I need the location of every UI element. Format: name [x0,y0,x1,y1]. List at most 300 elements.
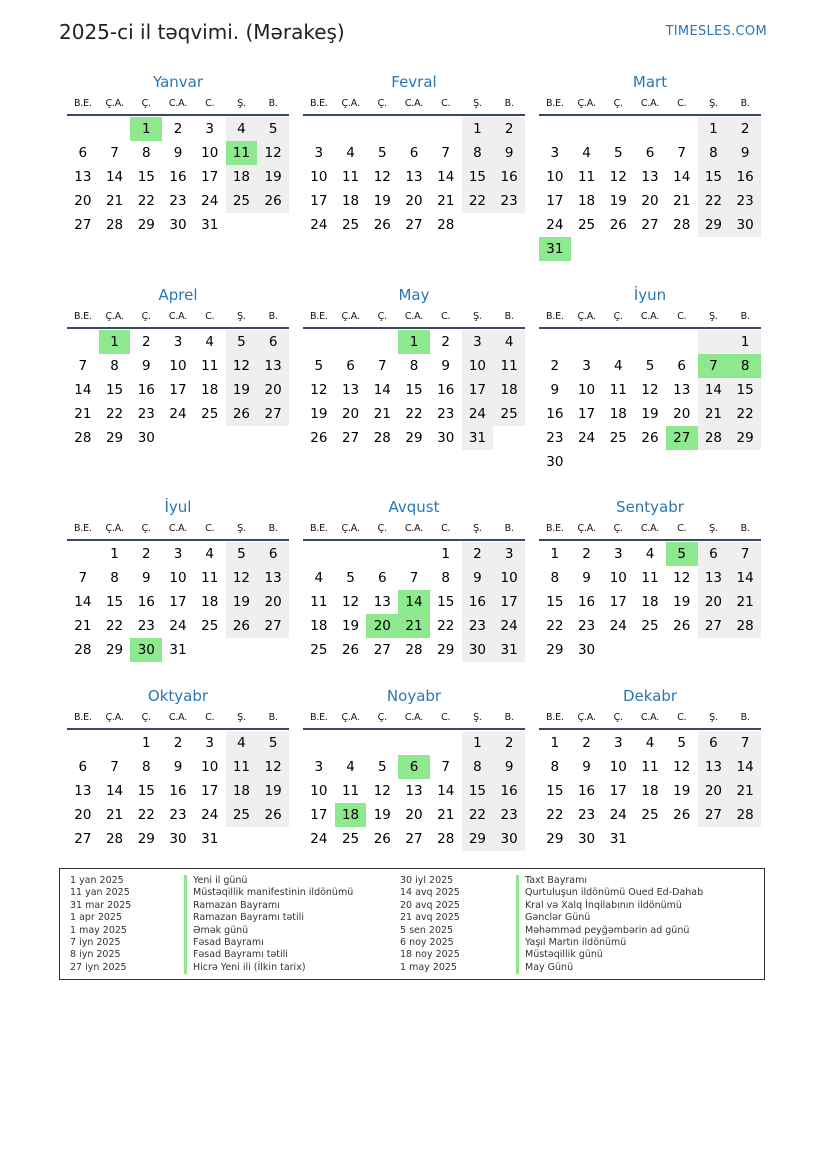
day-cell: 12 [341,594,360,610]
month-name: Sentyabr [616,498,684,516]
empty-cell [226,426,258,450]
weekday-label: B.E. [309,98,328,109]
day-cell: 16 [437,382,455,398]
legend-date: 1 yan 2025 [70,875,124,886]
month-3 [539,70,761,261]
empty-cell [666,638,698,662]
weekday-label: Ş. [709,712,718,723]
day-cell: 22 [137,193,155,209]
legend-holiday-name: Müstəqillik manifestinin ildönümü [184,887,353,899]
day-cell: 9 [550,382,560,398]
weekday-label: Ç. [613,712,623,723]
month-name: Mart [632,73,668,91]
weekday-label: Ç.A. [577,98,596,109]
day-cell: 21 [398,614,430,638]
weekday-label: Ç. [613,523,623,534]
legend-holiday-name: Məhəmməd peyğəmbərin ad günü [516,925,703,937]
empty-cell [602,330,634,354]
weekday-label: C. [205,311,215,322]
empty-cell [729,638,761,662]
empty-cell [335,731,367,755]
weekday-label: B.E. [545,712,564,723]
day-cell: 16 [493,165,525,189]
day-cell: 17 [310,193,328,209]
legend-date: 18 noy 2025 [400,949,460,961]
day-cell: 22 [105,618,124,634]
weekday-label: B. [268,523,278,534]
empty-cell [539,117,571,141]
day-cell: 19 [609,193,627,209]
day-cell: 25 [577,217,596,233]
day-cell: 12 [641,382,659,398]
legend-dates-left [70,875,131,974]
empty-cell [257,638,289,662]
day-cell: 14 [729,566,761,590]
day-cell: 29 [405,430,423,446]
day-cell: 30 [577,831,596,847]
weekday-label: B. [268,98,278,109]
day-cell: 7 [377,358,387,374]
day-cell: 9 [173,145,183,161]
month-6 [539,283,761,474]
month-name: Oktyabr [147,687,209,705]
month-1 [67,70,289,237]
day-cell: 29 [546,642,564,658]
day-cell: 24 [546,217,564,233]
weekday-label: B. [268,712,278,723]
empty-cell [666,450,698,474]
day-cell: 13 [74,783,92,799]
day-cell: 13 [698,755,730,779]
weekday-header [67,519,289,541]
day-cell: 28 [437,831,455,847]
day-cell: 20 [74,807,92,823]
day-cell: 14 [437,783,455,799]
day-cell: 6 [409,145,419,161]
day-cell: 19 [641,406,659,422]
day-cell: 11 [641,570,659,586]
day-cell: 6 [398,755,430,779]
day-cell: 18 [335,803,367,827]
empty-cell [571,450,603,474]
day-cell: 6 [698,542,730,566]
day-cell: 8 [110,570,119,586]
day-cell: 28 [405,642,423,658]
weekday-label: C. [205,523,215,534]
weekday-label: B. [740,311,750,322]
day-cell: 25 [493,402,525,426]
day-cell: 30 [437,430,455,446]
day-cell: 19 [257,165,289,189]
day-cell: 23 [169,807,187,823]
brand-link[interactable]: TIMESLES.COM [665,24,767,39]
empty-cell [493,213,525,237]
weekday-label: C. [441,98,451,109]
day-cell: 19 [257,779,289,803]
day-cell: 2 [173,735,183,751]
day-cell: 22 [437,618,455,634]
weekday-label: Ç. [141,311,151,322]
empty-cell [67,117,99,141]
weekday-label: B.E. [309,311,328,322]
day-cell: 3 [613,735,623,751]
empty-cell [398,117,430,141]
day-cell: 19 [373,807,391,823]
month-2 [303,70,525,237]
legend-date: 21 avq 2025 [400,912,460,924]
month-5 [303,283,525,450]
day-cell: 1 [141,735,151,751]
weekday-label: B.E. [309,712,328,723]
day-cell: 12 [673,570,691,586]
day-cell: 13 [373,594,391,610]
weekday-label: C.A. [404,523,424,534]
day-cell: 29 [105,430,124,446]
weekday-header [303,94,525,116]
day-cell: 15 [437,594,455,610]
day-cell: 22 [546,807,564,823]
day-cell: 15 [698,165,730,189]
day-cell: 13 [74,169,92,185]
weekday-label: C.A. [640,311,660,322]
day-cell: 10 [169,358,187,374]
day-cell: 11 [226,141,258,165]
day-cell: 2 [141,334,151,350]
day-cell: 8 [550,570,560,586]
day-cell: 8 [729,354,761,378]
weekday-label: C.A. [168,712,188,723]
weekday-label: C.A. [404,98,424,109]
day-cell: 9 [141,570,151,586]
weekday-label: Ş. [473,98,482,109]
day-cell: 24 [577,430,596,446]
legend-date: 31 mar 2025 [70,899,132,911]
legend-names-right [516,875,703,974]
weekday-label: Ç.A. [105,523,124,534]
day-cell: 12 [373,169,391,185]
weekday-label: Ç. [613,311,623,322]
day-cell: 26 [373,831,391,847]
day-cell: 15 [137,783,155,799]
empty-cell [257,213,289,237]
day-grid [303,731,525,851]
day-cell: 10 [577,382,596,398]
day-cell: 4 [613,358,623,374]
empty-cell [634,117,666,141]
day-cell: 16 [729,165,761,189]
day-cell: 23 [577,618,596,634]
day-cell: 10 [310,783,328,799]
day-cell: 6 [257,330,289,354]
day-cell: 21 [437,193,455,209]
day-cell: 1 [550,546,560,562]
day-cell: 4 [645,546,655,562]
weekday-header [539,519,761,541]
weekday-header [539,94,761,116]
day-cell: 10 [169,570,187,586]
weekday-header [303,708,525,730]
day-cell: 5 [645,358,655,374]
weekday-label: B. [504,311,514,322]
weekday-label: Ç. [141,98,151,109]
legend-date: 1 may 2025 [70,924,127,936]
weekday-header [67,708,289,730]
empty-cell [398,731,430,755]
day-cell: 15 [546,594,564,610]
day-cell: 1 [99,330,131,354]
legend-holiday-name: Yeni il günü [184,875,353,887]
day-cell: 5 [346,570,355,586]
day-cell: 18 [226,779,258,803]
legend-date: 27 iyn 2025 [70,961,127,973]
day-cell: 2 [462,542,494,566]
month-9 [539,495,761,662]
day-cell: 9 [173,759,183,775]
legend-holiday-name: Yaşıl Martın ildönümü [516,937,703,949]
day-cell: 28 [437,217,455,233]
day-cell: 17 [609,594,627,610]
weekday-label: Ç.A. [577,523,596,534]
day-cell: 2 [493,117,525,141]
day-cell: 22 [546,618,564,634]
day-cell: 23 [137,406,155,422]
day-cell: 21 [105,193,124,209]
day-cell: 20 [257,378,289,402]
empty-cell [698,237,730,261]
day-cell: 27 [666,426,698,450]
day-cell: 12 [257,755,289,779]
empty-cell [335,542,367,566]
day-cell: 31 [609,831,627,847]
day-cell: 7 [110,145,119,161]
day-cell: 22 [462,803,494,827]
day-cell: 12 [673,759,691,775]
day-cell: 12 [226,566,258,590]
day-cell: 27 [74,831,92,847]
weekday-label: C. [677,98,687,109]
legend-holiday-name: Gənclər Günü [516,912,703,924]
day-cell: 23 [462,614,494,638]
day-cell: 23 [437,406,455,422]
day-cell: 10 [493,566,525,590]
weekday-label: B.E. [309,523,328,534]
day-cell: 2 [173,121,183,137]
day-cell: 29 [462,827,494,851]
day-cell: 10 [201,145,219,161]
empty-cell [729,827,761,851]
legend-date: 8 iyn 2025 [70,949,121,961]
day-cell: 23 [137,618,155,634]
page-title: 2025-ci il təqvimi. (Mərakeş) [59,20,345,44]
day-grid [303,117,525,237]
day-grid [303,330,525,450]
day-grid [539,117,761,261]
day-cell: 9 [441,358,450,374]
day-grid [303,542,525,662]
day-cell: 30 [169,217,187,233]
day-cell: 19 [310,406,328,422]
weekday-label: C.A. [640,523,660,534]
weekday-header [539,307,761,329]
day-cell: 26 [257,189,289,213]
day-cell: 24 [310,217,328,233]
day-cell: 23 [577,807,596,823]
day-cell: 30 [546,454,564,470]
day-cell: 17 [546,193,564,209]
day-cell: 19 [226,590,258,614]
day-cell: 13 [341,382,360,398]
empty-cell [571,117,603,141]
day-cell: 1 [698,117,730,141]
day-cell: 14 [698,378,730,402]
day-cell: 2 [582,546,591,562]
day-cell: 30 [130,638,162,662]
day-cell: 13 [698,566,730,590]
day-cell: 17 [310,807,328,823]
day-cell: 20 [698,590,730,614]
day-cell: 28 [74,642,92,658]
day-cell: 17 [169,594,187,610]
day-cell: 31 [493,638,525,662]
day-cell: 27 [74,217,92,233]
weekday-label: B.E. [73,98,92,109]
day-cell: 26 [609,217,627,233]
weekday-label: B.E. [545,98,564,109]
empty-cell [99,117,131,141]
day-cell: 31 [201,217,219,233]
day-cell: 7 [441,145,450,161]
day-cell: 14 [437,169,455,185]
day-cell: 7 [729,542,761,566]
day-cell: 1 [441,546,450,562]
empty-cell [366,731,398,755]
day-grid [67,330,289,450]
day-cell: 8 [698,141,730,165]
day-cell: 20 [698,779,730,803]
weekday-label: Ç.A. [341,523,360,534]
day-cell: 10 [546,169,564,185]
day-cell: 16 [577,594,596,610]
day-cell: 23 [493,189,525,213]
day-cell: 3 [493,542,525,566]
weekday-label: Ş. [709,311,718,322]
day-cell: 9 [582,570,591,586]
day-cell: 2 [493,731,525,755]
day-cell: 16 [169,783,187,799]
day-cell: 24 [462,402,494,426]
weekday-header [67,94,289,116]
weekday-label: Ş. [237,98,246,109]
day-cell: 20 [405,807,423,823]
day-cell: 4 [346,759,355,775]
day-cell: 14 [673,169,691,185]
day-cell: 29 [137,217,155,233]
weekday-label: C.A. [168,98,188,109]
legend-date: 1 apr 2025 [70,912,123,924]
day-cell: 7 [110,759,119,775]
day-cell: 11 [577,169,596,185]
legend-names-left [184,875,353,974]
day-cell: 5 [377,759,387,775]
day-cell: 15 [729,378,761,402]
day-cell: 7 [729,731,761,755]
weekday-label: B.E. [545,311,564,322]
day-cell: 8 [462,755,494,779]
day-cell: 21 [74,406,92,422]
day-cell: 4 [346,145,355,161]
day-cell: 18 [609,406,627,422]
day-cell: 25 [641,618,659,634]
day-cell: 20 [641,193,659,209]
day-cell: 29 [698,213,730,237]
day-cell: 7 [698,354,730,378]
weekday-label: Ç. [141,523,151,534]
legend-holiday-name: Fəsad Bayramı [184,937,353,949]
day-cell: 19 [373,193,391,209]
day-cell: 27 [405,831,423,847]
day-cell: 15 [546,783,564,799]
weekday-label: Ş. [473,523,482,534]
legend-holiday-name: Ramazan Bayramı tətili [184,912,353,924]
weekday-label: Ş. [709,523,718,534]
day-cell: 11 [226,755,258,779]
month-7 [67,495,289,662]
empty-cell [666,827,698,851]
day-cell: 14 [729,755,761,779]
weekday-label: B. [504,523,514,534]
day-cell: 13 [673,382,691,398]
empty-cell [698,450,730,474]
day-cell: 9 [729,141,761,165]
day-cell: 1 [550,735,560,751]
empty-cell [666,330,698,354]
weekday-label: C. [205,98,215,109]
weekday-label: C.A. [404,712,424,723]
month-12 [539,684,761,851]
day-cell: 17 [577,406,596,422]
day-cell: 14 [398,590,430,614]
day-cell: 18 [310,618,328,634]
day-cell: 31 [462,426,494,450]
day-cell: 11 [201,358,219,374]
day-cell: 8 [409,358,419,374]
weekday-label: Ç. [377,98,387,109]
day-cell: 1 [110,546,119,562]
legend-holiday-name: Müstəqillik günü [516,949,703,961]
day-cell: 15 [462,779,494,803]
day-cell: 5 [257,731,289,755]
weekday-label: C. [441,523,451,534]
empty-cell [634,638,666,662]
day-cell: 18 [341,193,360,209]
day-cell: 26 [226,614,258,638]
day-cell: 20 [405,193,423,209]
day-cell: 25 [609,430,627,446]
empty-cell [99,731,131,755]
day-cell: 23 [169,193,187,209]
day-cell: 14 [373,382,391,398]
day-cell: 18 [201,594,219,610]
legend-dates-right [400,875,460,974]
day-cell: 17 [493,590,525,614]
empty-cell [303,330,335,354]
day-cell: 2 [141,546,151,562]
empty-cell [67,542,99,566]
weekday-label: Ç.A. [105,712,124,723]
day-cell: 5 [666,542,698,566]
day-cell: 24 [609,618,627,634]
day-cell: 27 [641,217,659,233]
